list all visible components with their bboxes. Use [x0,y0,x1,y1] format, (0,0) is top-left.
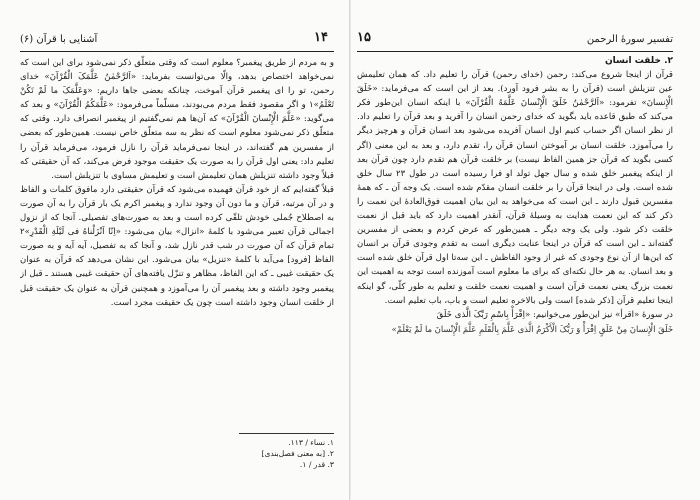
quran-verse: خَلَقَ الْإِنسانَ مِنْ عَلَقٍ اِقْرَأْ وَ رَبُّکَ الْأَکْرَمُ الَّذی عَلَّمَ بِالْقَلَمِ عَلَّمَ الْإِنْسانَ ما لَمْ یَعْلَمْ» [391,323,673,334]
left-page [20,0,334,500]
page-body [357,54,673,336]
section-heading: ۲. خلقت انسان [604,56,673,66]
footnote-divider [239,433,334,434]
paragraph: قبلاً گفته‌ایم که از خود قرآن فهمیده می‌شود که قرآن حقیقتی دارد مافوق کلمات و الفاظ و در آن مرتبه، قرآن و ما دون آن وجود ندارد و پیغمبر اکرم یک بار قرآن را به آن صورت به اصطلاح جُملی خودش تلقّی کرده است و بعد به صورت‌های تفصیلی. آنجا که از نزول اجمالی قرآن تعبیر می‌شود با کلمهٔ «انزال» بیان می‌شود: «اِنّا اَنْزَلْناهُ فی لَیْلَةِ الْقَدْرِ»۲ تمام قرآن که آن صورت در شب قدر نازل شد، و آنجا که به تفصیل، آیه آیه و به صورت الفاظ [فرود] می‌آید با کلمهٔ «تنزیل» بیان می‌شود. این نشان می‌دهد که قرآن به عنوان یک حقیقت غیبی ـ که این الفاظ، مظاهر و تنزّل یافته‌های آن حقیقت غیبی هستند ـ قبل از پیغمبر وجود داشته و بعد پیغمبر آن را می‌آموزد و همچنین قرآن به عنوان یک حقیقت قبل از خلقت انسان وجود داشته است چون یک حقیقت مجرد است. [20,184,334,308]
right-page [357,0,673,500]
page-body [20,56,334,310]
running-title: آشنایی با قرآن (۶) [20,34,98,45]
page-header [357,30,673,52]
page-number: ۱۴ [314,30,328,45]
paragraph: قرآن از اینجا شروع می‌کند: رحمن (خدای رحمن) قرآن را تعلیم داد. که همان تعلیمش عین تنزیلش است (قرآن را به بشر فرود آورد). بعد از این است که می‌فرماید: «خَلَقَ الْإِنسانَ» تفرمود: «اَلرَّحْمٰنُ خَلَقَ الْإِنْسانَ عَلَّمَهُ الْقُرْآنَ» با اینکه انسان این‌طور فکر می‌کند که طبق قاعده باید بگوید که خدای رحمن انسان را آفرید و بعد قرآن را تعلیم داد. از نظر انسان اگر حساب کنیم اول انسان آفریده می‌شود بعد انسان قرآن و هرچیز دیگر را می‌آموزد. خلقت انسان بر آموختن انسان قرآن را، تقدم دارد، و بعد به این معنی (اگر کسی بگوید که قرآن جز همین الفاظ نیست) بر خلقت قرآن هم تقدم دارد چون قرآن بعد از اینکه پیغمبر خلق شده و سال جهل تولد او فرا رسیده است در طول ۲۳ سال خلق شده است. ولی در اینجا قرآن را بر خلقت انسان مقدّم شده است. یک وجه آن ـ که همهٔ مفسرین قبول دارند ـ این است که می‌خواهد به این بیان اهمیت فوق‌العادهٔ این نعمت را ذکر کند که این نعمت هدایت به وسیلهٔ قرآن، آنقدر اهمیت دارد که باید قبل از نعمت خلقت ذکر شود. ولی یک وجه دیگر ـ همین‌طور که عرض کردم و بعضی از مفسرین گفته‌اند ـ این است که قرآن در اینجا عنایت دیگری است به تقدم وجودی قرآن بر انسان که این‌ها از آن نوع وجودی که غیر از وجود الفاظش ـ این سه‌تا اول قرآن خلق شده است و بعد انسان. به هر حال نکته‌ای که برای ما معلوم است آموزنده است توجه به اهمیت این نعمت بزرگ یعنی نعمت قرآن است و اهمیت نعمت خلقت و تعلیم به طور کلّی، گو اینکه اینجا تعلیم قرآن [ذکر شده] است ولی بالاخره تعلیم است و باب، باب تعلیم است. [357,70,673,306]
page-header [20,30,334,52]
running-title: تفسیر سورهٔ الرحمن [586,34,673,45]
footnote: ۲. [به معنی فصل‌بندی] [261,449,334,458]
footnote: ۳. قدر / ۱. [299,460,334,469]
page-gutter [349,0,351,500]
page-number: ۱۵ [357,30,371,45]
footnotes [20,437,334,470]
paragraph: و به مردم از طریق پیغمبر؟ معلوم است که وقتی متعلّق ذکر نمی‌شود برای این است که نمی‌خواهد اختصاص بدهد، والّا می‌توانست بفرماید: «اَلرَّحْمٰنُ عَلَّمَکَ الْقُرْآنَ» خدای رحمن، تو را ای پیغمبر قرآن آموخت، چنانکه بعضی جاها داریم: «وَعَلَّمَکَ ما لَمْ تَکُنْ تَعْلَمُ»۱ و اگر مقصود فقط مردم می‌بودند، مسلّماً می‌فرمود: «عَلَّمَکُمُ الْقُرْآنَ» و بعد که می‌گوید: «عَلَّمَ الْإِنْسانَ الْقُرْآنَ» که آن‌ها هم نمی‌گفتیم از پیغمبر انصراف دارد. وقتی که متعلّق ذکر نمی‌شود معلوم است که نظر به سه متعلّق خاص نیست. همین‌طور که بعضی از مفسرین هم گفته‌اند، در اینجا نمی‌فرماید قرآن را نازل فرمود، می‌فرماید قرآن را تعلیم داد: یعنی اول قرآن را به صورت یک حقیقت موجود فرض می‌کند، که آن حقیقتی که قبلاً وجود داشته تنزیلش همان تعلیمش است و تعلیمش مساوی با تنزیلش است. [20,58,334,181]
footnote: ۱. نساء / ۱۱۳. [288,438,334,447]
paragraph: در سورهٔ «اقرأ» نیز این‌طور می‌خوانیم: «اِقْرَأْ بِاسْمِ رَبِّکَ الَّذی خَلَقَ [436,309,673,320]
